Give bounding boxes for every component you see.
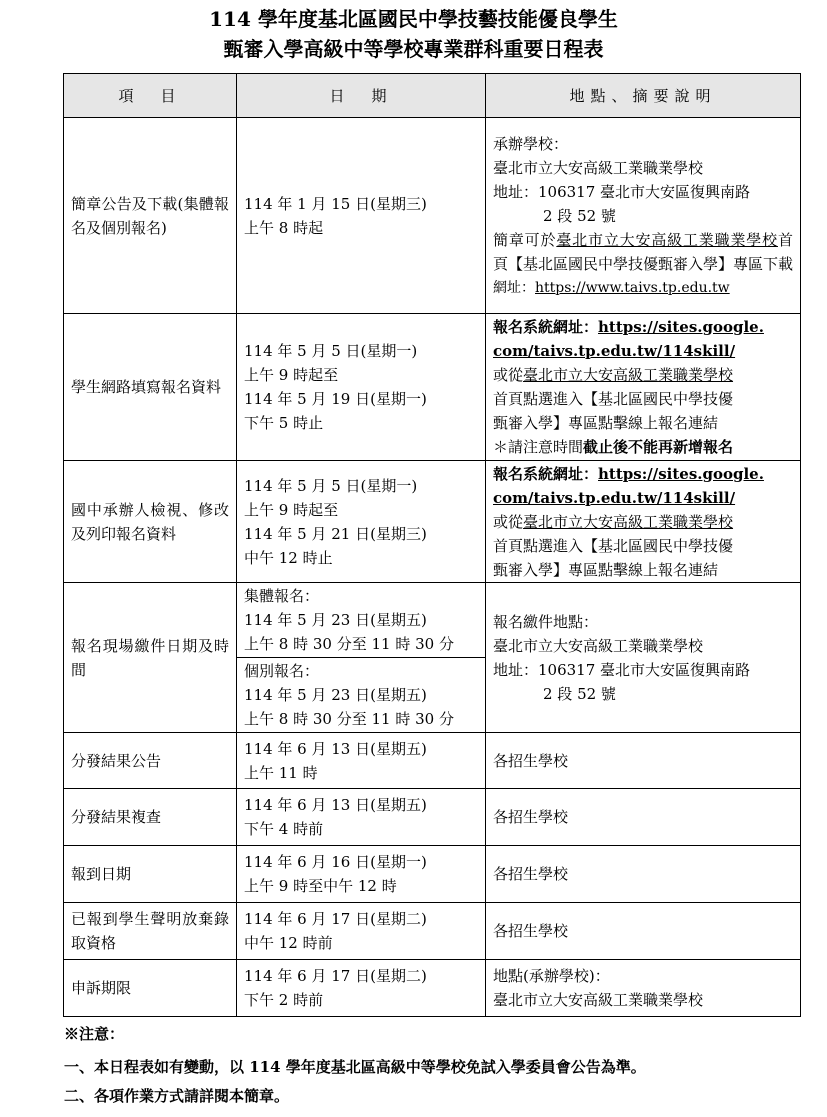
item-cell: 學生網路填寫報名資料 [64,314,237,461]
table-row [64,846,801,903]
table-header-row [64,74,801,118]
table-row [64,583,801,658]
date-cell: 114 年 1 月 15 日(星期三) 上午 8 時起 [237,118,486,314]
location-cell: 報名系統網址：https://sites.google. com/taivs.tp.edu.tw/114skill/ 或從臺北市立大安高級工業職業學校 首頁點選進入【基北區國民中學技優 甄審入學】專區點擊線上報名連結 [486,461,801,583]
item-cell: 報到日期 [64,846,237,903]
location-cell: 地點(承辦學校)： 臺北市立大安高級工業職業學校 [486,960,801,1017]
item-cell: 簡章公告及下載(集體報名及個別報名) [64,118,237,314]
date-cell: 114 年 6 月 13 日(星期五) 上午 11 時 [237,733,486,789]
item-cell: 已報到學生聲明放棄錄取資格 [64,903,237,960]
location-cell: 各招生學校 [486,733,801,789]
item-cell: 分發結果公告 [64,733,237,789]
date-cell-group: 集體報名： 114 年 5 月 23 日(星期五) 上午 8 時 30 分至 11 時 30 分 [237,583,486,658]
registration-link-cont[interactable]: com/taivs.tp.edu.tw/114skill/ [493,342,736,360]
date-cell: 114 年 6 月 17 日(星期二) 中午 12 時前 [237,903,486,960]
item-cell: 報名現場繳件日期及時間 [64,583,237,733]
table-row [64,733,801,789]
header-location: 地點、摘要說明 [486,74,801,118]
location-cell: 各招生學校 [486,789,801,846]
registration-link[interactable]: https://sites.google. [598,464,764,483]
item-cell: 國中承辦人檢視、修改及列印報名資料 [64,461,237,583]
header-item: 項 目 [64,74,237,118]
document-title-line1: 114 學年度基北區國民中學技藝技能優良學生 [209,7,618,31]
registration-link-cont[interactable]: com/taivs.tp.edu.tw/114skill/ [493,488,736,507]
date-cell: 114 年 6 月 17 日(星期二) 下午 2 時前 [237,960,486,1017]
document-title-line2: 甄審入學高級中等學校專業群科重要日程表 [223,37,604,61]
table-row [64,118,801,314]
location-cell: 報名繳件地點： 臺北市立大安高級工業職業學校 地址：106317 臺北市大安區復興南路 2 段 52 號 [486,583,801,733]
website-link[interactable]: https://www.taivs.tp.edu.tw [535,279,730,296]
table-row [64,960,801,1017]
school-link[interactable]: 臺北市立大安高級工業職業學校 [556,230,778,249]
school-link[interactable]: 臺北市立大安高級工業職業學校 [523,366,734,384]
date-cell: 114 年 6 月 13 日(星期五) 下午 4 時前 [237,789,486,846]
school-link[interactable]: 臺北市立大安高級工業職業學校 [523,512,734,531]
registration-link[interactable]: https://sites.google. [598,318,764,336]
note-1: 一、本日程表如有變動，以 114 學年度基北區高級中等學校免試入學委員會公告為準。 [64,1058,646,1076]
table-row [64,461,801,583]
notes-heading: ※注意： [64,1025,125,1043]
table-row [64,789,801,846]
table-row [64,314,801,461]
date-cell: 114 年 6 月 16 日(星期一) 上午 9 時至中午 12 時 [237,846,486,903]
item-cell: 申訴期限 [64,960,237,1017]
date-cell-individual: 個別報名： 114 年 5 月 23 日(星期五) 上午 8 時 30 分至 11 時 30 分 [237,658,486,733]
location-cell: 各招生學校 [486,846,801,903]
note-2: 二、各項作業方式請詳閱本簡章。 [64,1087,290,1105]
table-row [64,903,801,960]
schedule-table [63,73,801,1017]
location-cell: 承辦學校： 臺北市立大安高級工業職業學校 地址：106317 臺北市大安區復興南路 2 段 52 號 簡章可於臺北市立大安高級工業職業學校首頁【基北區國民中學技優甄審入學】專區下載 網址：https://www.taivs.tp.edu.tw [486,118,801,314]
location-cell: 報名系統網址：https://sites.google. com/taivs.tp.edu.tw/114skill/ 或從臺北市立大安高級工業職業學校 首頁點選進入【基北區國民中學技優 甄審入學】專區點擊線上報名連結 ＊請注意時間截止後不能再新增報名 [486,314,801,461]
date-cell: 114 年 5 月 5 日(星期一) 上午 9 時起至 114 年 5 月 19 日(星期一) 下午 5 時止 [237,314,486,461]
location-cell: 各招生學校 [486,903,801,960]
item-cell: 分發結果複查 [64,789,237,846]
header-date: 日 期 [237,74,486,118]
date-cell: 114 年 5 月 5 日(星期一) 上午 9 時起至 114 年 5 月 21 日(星期三) 中午 12 時止 [237,461,486,583]
